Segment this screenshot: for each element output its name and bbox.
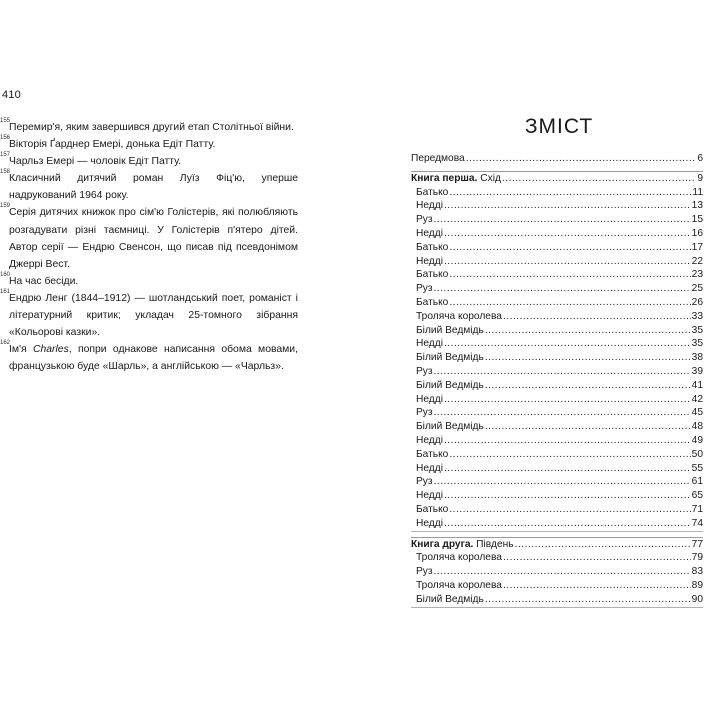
toc-chapter-row [411, 296, 703, 310]
toc-page: 79 [691, 552, 703, 564]
leader-dots [449, 503, 690, 517]
leader-dots [444, 199, 691, 213]
toc-chapter-row [411, 393, 703, 407]
toc-page: 35 [691, 338, 703, 350]
leader-dots [485, 324, 691, 338]
footnotes [0, 119, 298, 375]
toc-page: 89 [691, 579, 703, 591]
toc-page: 26 [691, 296, 703, 308]
toc-label: Білий Ведмідь [416, 421, 484, 433]
footnote-number: 155 [0, 118, 11, 124]
toc-page: 83 [691, 566, 703, 578]
toc-label: Передмова [411, 153, 465, 164]
toc-chapter-row [411, 227, 703, 241]
toc-chapter-row [411, 365, 703, 379]
toc-chapter-row [411, 406, 703, 420]
footnote-number: 159 [0, 203, 11, 210]
toc-label: Батько [416, 296, 449, 308]
toc-page: 13 [691, 200, 703, 212]
toc-label: Білий Ведмідь [416, 324, 484, 336]
toc-page: 17 [691, 241, 703, 253]
toc-chapter-row [411, 593, 703, 608]
footnote [0, 290, 298, 341]
toc-label [411, 172, 501, 186]
toc-chapter-row [411, 551, 703, 565]
toc-page: 55 [691, 462, 703, 474]
footnote-text: Ендрю Ленг (1844–1912) — шотландський поет, романіст і літературний критик; укладач 25-томного зібрання «Кольорові казки». [9, 292, 298, 339]
toc-page: 42 [691, 393, 703, 405]
leader-dots [449, 268, 690, 282]
toc-label: Недді [416, 200, 443, 212]
toc-page: 38 [691, 352, 703, 364]
toc-chapter-row [411, 489, 703, 503]
toc-book-one-heading [411, 171, 703, 186]
toc-page: 35 [691, 324, 703, 336]
toc-label: Недді [416, 462, 443, 474]
leader-dots [434, 282, 691, 296]
toc-chapter-row [411, 310, 703, 324]
toc-chapter-row [411, 503, 703, 517]
footnote-number: 160 [0, 271, 11, 278]
footnote [0, 341, 298, 375]
toc-chapter-row [411, 186, 703, 200]
toc-label: Троляча королева [416, 552, 502, 564]
leader-dots [449, 241, 690, 255]
toc-label: Руз [416, 566, 433, 578]
footnote-text: , попри однакове написання обома мовами, французькою буде «Шарль», а англійською — «Чарльз». [9, 344, 299, 373]
footnote-number: 162 [0, 340, 11, 347]
footnote [0, 153, 298, 170]
toc-label: Троляча королева [416, 579, 502, 591]
toc-page: 15 [691, 214, 703, 226]
toc-chapter-row [411, 434, 703, 448]
leader-dots [444, 462, 691, 476]
toc-page: 77 [691, 538, 703, 550]
toc-chapter-row [411, 241, 703, 255]
leader-dots [485, 351, 691, 365]
footnote-number: 161 [0, 288, 11, 295]
footnote-text: Вікторія Ґарднер Емері, донька Едіт Патту. [9, 139, 216, 151]
toc-label: Недді [416, 227, 443, 239]
toc-page: 45 [691, 407, 703, 419]
book-name: Схід [477, 172, 501, 184]
toc-row-preface [411, 152, 703, 166]
book-number: Книга перша. [411, 172, 478, 184]
toc-label: Батько [416, 241, 449, 253]
toc-label: Батько [416, 503, 449, 515]
leader-dots [434, 565, 691, 579]
toc-page: 48 [691, 421, 703, 433]
toc-label: Батько [416, 186, 449, 198]
toc-chapter-row [411, 337, 703, 351]
footnote-number: 158 [0, 169, 11, 176]
leader-dots [449, 296, 690, 310]
toc-label: Недді [416, 434, 443, 446]
toc-chapter-row [411, 475, 703, 489]
leader-dots [444, 434, 691, 448]
leader-dots [503, 579, 691, 593]
toc-label: Недді [416, 517, 443, 529]
toc-page: 25 [691, 283, 703, 295]
toc-label: Недді [416, 338, 443, 350]
leader-dots [449, 186, 691, 200]
toc-label: Руз [416, 407, 433, 419]
toc-page: 49 [691, 434, 703, 446]
leader-dots [434, 365, 691, 379]
toc-page: 41 [691, 379, 703, 391]
footnote-number: 157 [0, 152, 11, 159]
leader-dots [434, 213, 691, 227]
footnote-text: Чарльз Емері — чоловік Едіт Патту. [9, 156, 182, 168]
toc-page: 11 [692, 186, 703, 198]
toc-label: Недді [416, 255, 443, 267]
toc-chapter-row [411, 448, 703, 462]
toc-label: Недді [416, 490, 443, 502]
toc-label: Білий Ведмідь [416, 379, 484, 391]
leader-dots [485, 420, 691, 434]
footnote-text: На час бесіди. [9, 275, 79, 287]
toc-label: Батько [416, 448, 449, 460]
toc-label: Руз [416, 283, 433, 295]
footnote-text: Серія дитячих книжок про сім'ю Голістерів, які полюбляють розгадувати різні таємниці. У Голістерів п'ятеро дітей. Автор серії — Ендрю Свенсон, що писав під псевдонімом Джеррі Вест. [9, 207, 298, 270]
toc-chapter-row [411, 324, 703, 338]
leader-dots [466, 152, 697, 166]
toc-page: 9 [697, 172, 703, 184]
leader-dots [444, 393, 691, 407]
table-of-contents [411, 152, 703, 608]
leader-dots [434, 406, 691, 420]
toc-label: Руз [416, 476, 433, 488]
toc-label: Руз [416, 365, 433, 377]
toc-title: ЗМІСТ [524, 115, 594, 138]
footnote-number: 156 [0, 135, 11, 142]
page-number: 410 [2, 89, 21, 101]
toc-page: 74 [691, 517, 703, 529]
leader-dots [434, 475, 691, 489]
footnote [0, 119, 298, 136]
toc-chapter-row [411, 565, 703, 579]
toc-page: 23 [691, 269, 703, 281]
book-name: Південь [473, 538, 514, 550]
leader-dots [449, 448, 690, 462]
footnote [0, 204, 298, 272]
footnote [0, 273, 298, 290]
leader-dots [444, 227, 691, 241]
toc-chapter-row [411, 213, 703, 227]
toc-page: 16 [691, 227, 703, 239]
footnote-italic: Charles [32, 344, 69, 356]
toc-chapter-row [411, 517, 703, 532]
book-one-chapters [411, 186, 703, 532]
footnote-text: Перемир'я, яким завершився другий етап Столітньої війни. [9, 122, 294, 133]
leader-dots [485, 379, 691, 393]
book-two-chapters [411, 551, 703, 607]
toc-page: 50 [691, 448, 703, 460]
toc-label: Недді [416, 393, 443, 405]
toc-page: 61 [691, 476, 703, 488]
toc-chapter-row [411, 420, 703, 434]
toc-chapter-row [411, 199, 703, 213]
toc-chapter-row [411, 282, 703, 296]
toc-chapter-row [411, 268, 703, 282]
leader-dots [485, 593, 691, 607]
footnote-text: Ім'я [9, 344, 33, 356]
leader-dots [502, 172, 696, 186]
leader-dots [444, 489, 691, 503]
leader-dots [503, 310, 691, 324]
toc-chapter-row [411, 579, 703, 593]
footnote [0, 136, 298, 153]
toc-label [411, 538, 514, 552]
leader-dots [515, 538, 691, 552]
toc-chapter-row [411, 255, 703, 269]
toc-page: 90 [691, 593, 703, 605]
footnote-text: Класичний дитячий роман Луїз Фіц'ю, уперше надрукований 1964 року. [9, 173, 298, 202]
toc-label: Руз [416, 214, 433, 226]
toc-label: Білий Ведмідь [416, 593, 484, 605]
toc-page: 65 [691, 490, 703, 502]
toc-label: Батько [416, 269, 449, 281]
toc-page: 39 [691, 365, 703, 377]
toc-page: 33 [691, 310, 703, 322]
leader-dots [444, 255, 691, 269]
leader-dots [503, 551, 691, 565]
toc-book-two-heading [411, 537, 703, 552]
toc-chapter-row [411, 462, 703, 476]
toc-label: Білий Ведмідь [416, 352, 484, 364]
toc-chapter-row [411, 351, 703, 365]
toc-page: 6 [697, 153, 703, 164]
toc-label: Троляча королева [416, 310, 502, 322]
toc-page: 22 [691, 255, 703, 267]
leader-dots [444, 337, 691, 351]
leader-dots [444, 517, 691, 531]
book-number: Книга друга. [411, 538, 474, 550]
footnote [0, 170, 298, 204]
toc-page: 71 [691, 503, 703, 515]
toc-chapter-row [411, 379, 703, 393]
